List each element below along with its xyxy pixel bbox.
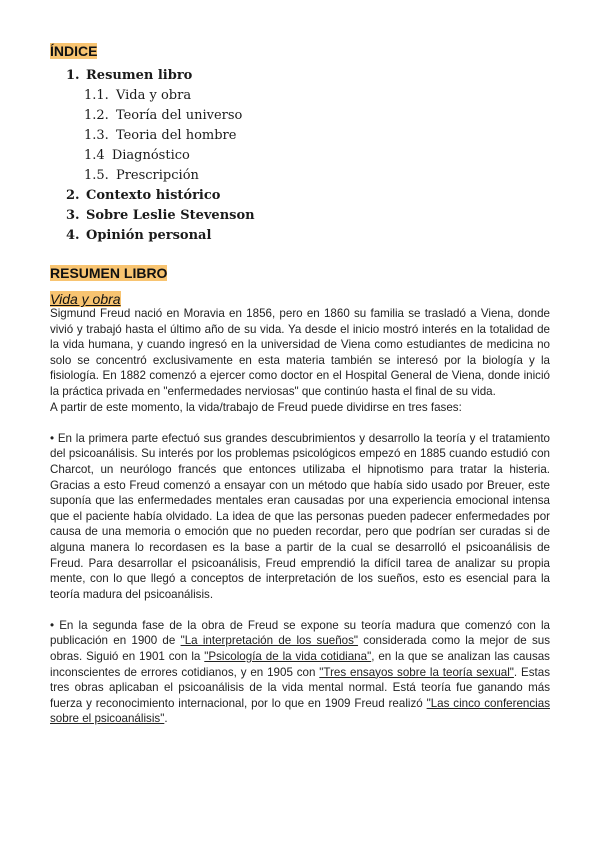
toc-item[interactable] xyxy=(66,226,466,246)
toc-item[interactable] xyxy=(66,106,466,126)
toc-item-number: 4. xyxy=(66,228,80,243)
toc-item-number: 1. xyxy=(66,68,80,83)
text-run: considerada como la mejor de sus obras. Siguió en 1901 con la xyxy=(50,634,550,664)
toc-item[interactable] xyxy=(66,146,466,166)
index-title: ÍNDICE xyxy=(50,43,98,59)
toc-item[interactable] xyxy=(66,126,466,146)
toc-item-label: Sobre Leslie Stevenson xyxy=(86,208,255,223)
toc-item-label: Resumen libro xyxy=(86,68,193,83)
toc-item-label: Vida y obra xyxy=(115,88,192,103)
book-link-cinco-conferencias[interactable]: "Las cinco conferencias sobre el psicoanálisis" xyxy=(50,696,550,726)
subsection-title: Vida y obra xyxy=(50,291,121,307)
text-run: . xyxy=(164,712,168,726)
toc-item[interactable] xyxy=(66,86,466,106)
text-run: , en la que se analizan las causas inconscientes de errores cotidianos, y en 1905 con xyxy=(50,650,550,679)
toc-item[interactable] xyxy=(66,206,466,226)
book-link-interpretacion-suenos[interactable]: "La interpretación de los sueños" xyxy=(180,634,359,648)
book-link-psicologia-vida-cotidiana[interactable]: "Psicología de la vida cotidiana" xyxy=(204,650,372,664)
toc-item-number: 1.4 xyxy=(84,148,105,163)
toc-item-number: 3. xyxy=(66,208,80,223)
toc-item-number: 1.1. xyxy=(84,88,109,103)
paragraph-biography: Sigmund Freud nació en Moravia en 1856, pero en 1860 su familia se trasladó a Viena, donde vivió y trabajó hasta el último año de su vida. Ya desde el inicio mostró interés en la totalidad de la vida humana, y cuando ingresó en la universidad de Viena como estudiantes de medicina no solo se concentró exclusivamente en esta materia también se interesó por la biología y la fisiología. En 1882 comenzó a ejercer como doctor en el Hospital General de Viena, donde inició la práctica privada en "enfermedades nerviosas" que continúo hasta el final de su vida. xyxy=(50,307,550,398)
toc-item-label: Diagnóstico xyxy=(111,148,190,163)
toc-item-label: Opinión personal xyxy=(86,228,212,243)
toc-item-number: 1.5. xyxy=(84,168,109,183)
section-heading xyxy=(50,264,167,282)
toc-item[interactable] xyxy=(66,166,466,186)
paragraph-gap xyxy=(50,415,550,431)
text-run: . Estas tres obras aplicaban el psicoanálisis de la vida mental normal. Está teoría fue ganando más fuerza y reconocimiento internacional, por lo que en 1909 Freud realizó xyxy=(50,665,550,710)
toc-item-number: 1.2. xyxy=(84,108,109,123)
toc-item[interactable] xyxy=(66,186,466,206)
paragraph-second-phase xyxy=(50,618,550,727)
toc-item-number: 1.3. xyxy=(84,128,109,143)
book-link-tres-ensayos[interactable]: "Tres ensayos sobre la teoría sexual" xyxy=(319,665,514,679)
paragraph-first-phase: • En la primera parte efectuó sus grandes descubrimientos y desarrollo la teoría y el tratamiento del psicoanálisis. Su interés por los problemas psicológicos empezó en 1885 cuando estudió con Charcot, un neurólogo francés que entonces utilizaba el hipnotismo para tratar la histeria. Gracias a esto Freud comenzó a ensayar con un método que había sido usado por Breuer, este suponía que las enfermedades mentales eran causadas por una experiencia emocional intensa que el paciente había olvidado. La idea de que las personas pueden padecer enfermedades por causa de una memoria o emoción que no pueden recordar, pero que podrían ser curadas si de alguna manera lo recordasen es la base a partir de la cual se desarrolló el psicoanálisis de Freud. Para desarrollar el psicoanálisis, Freud emprendió la difícil tarea de analizar su propia mente, con lo que llegó a conceptos de interpretación de los sueños, esto es esencial para la teoría madura del psicoanálisis. xyxy=(50,431,550,601)
paragraph-gap xyxy=(50,602,550,618)
paragraph-phases-intro: A partir de este momento, la vida/trabajo de Freud puede dividirse en tres fases: xyxy=(50,400,462,414)
text-run: • En la segunda fase de la obra de Freud se expone su teoría madura que comenzó con la publicación en 1900 de xyxy=(50,618,550,648)
table-of-contents xyxy=(66,66,466,246)
toc-item-label: Contexto histórico xyxy=(86,188,221,203)
toc-item-number: 2. xyxy=(66,188,80,203)
toc-item-label: Prescripción xyxy=(115,168,199,183)
toc-item[interactable] xyxy=(66,66,466,86)
toc-item-label: Teoría del universo xyxy=(115,108,243,123)
section-title: RESUMEN LIBRO xyxy=(50,265,168,281)
body-text xyxy=(50,306,550,727)
toc-item-label: Teoria del hombre xyxy=(115,128,237,143)
index-heading xyxy=(50,42,97,60)
